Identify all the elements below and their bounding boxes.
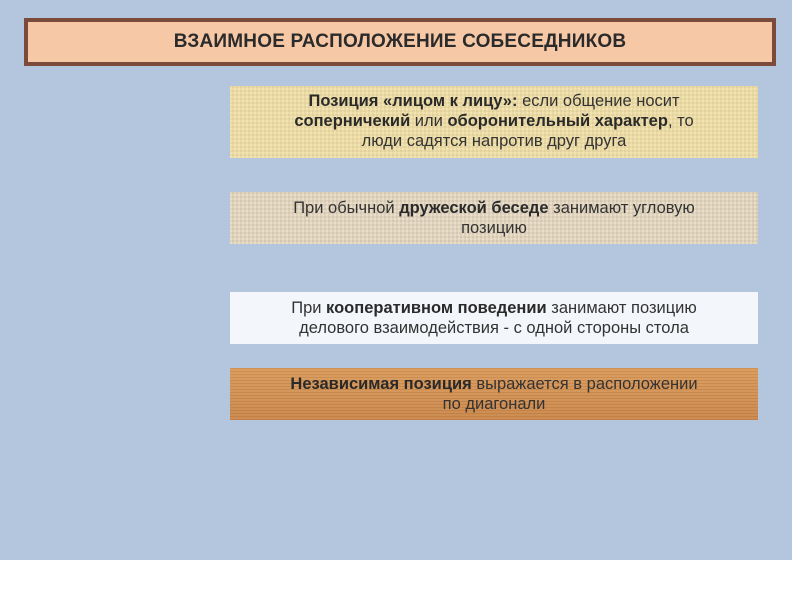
card-1-line-1 (240, 91, 748, 111)
card-3-part-2: занимают позицию (546, 299, 697, 317)
card-1-line-2 (240, 111, 748, 131)
card-3-line-1 (240, 298, 748, 318)
card-2-line-2: позицию (461, 219, 527, 237)
card-1-bold-competitive: соперничекий (294, 112, 411, 130)
card-4-part-2: выражается в расположении (471, 375, 698, 393)
card-3-line-2: делового взаимодействия - с одной стороны стола (299, 319, 689, 337)
card-1-line-1-rest: если общение носит (517, 92, 680, 110)
card-1-line-2-rest: , то (667, 112, 694, 130)
card-2-line-1 (240, 198, 748, 218)
page-title: ВЗАИМНОЕ РАСПОЛОЖЕНИЕ СОБЕСЕДНИКОВ (173, 31, 627, 52)
card-4-bold-phrase: Независимая позиция (290, 375, 472, 393)
title-banner (24, 18, 776, 66)
card-1-line-2-mid: или (410, 112, 448, 130)
card-2-part-1: При обычной (293, 199, 400, 217)
text-card-independent (230, 368, 758, 420)
text-card-face-to-face (230, 86, 758, 158)
card-4-line-1 (240, 374, 748, 394)
card-2-bold-phrase: дружеской беседе (399, 199, 549, 217)
card-3-bold-phrase: кооперативном поведении (326, 299, 547, 317)
text-card-friendly (230, 192, 758, 244)
card-1-bold-phrase: Позиция «лицом к лицу»: (308, 92, 518, 110)
card-1-line-3: люди садятся напротив друг друга (361, 132, 627, 150)
card-2-part-2: занимают угловую (548, 199, 695, 217)
card-3-part-1: При (291, 299, 327, 317)
text-card-cooperative (230, 292, 758, 344)
card-1-bold-defensive: оборонительный характер (447, 112, 668, 130)
card-4-line-2: по диагонали (442, 395, 546, 413)
